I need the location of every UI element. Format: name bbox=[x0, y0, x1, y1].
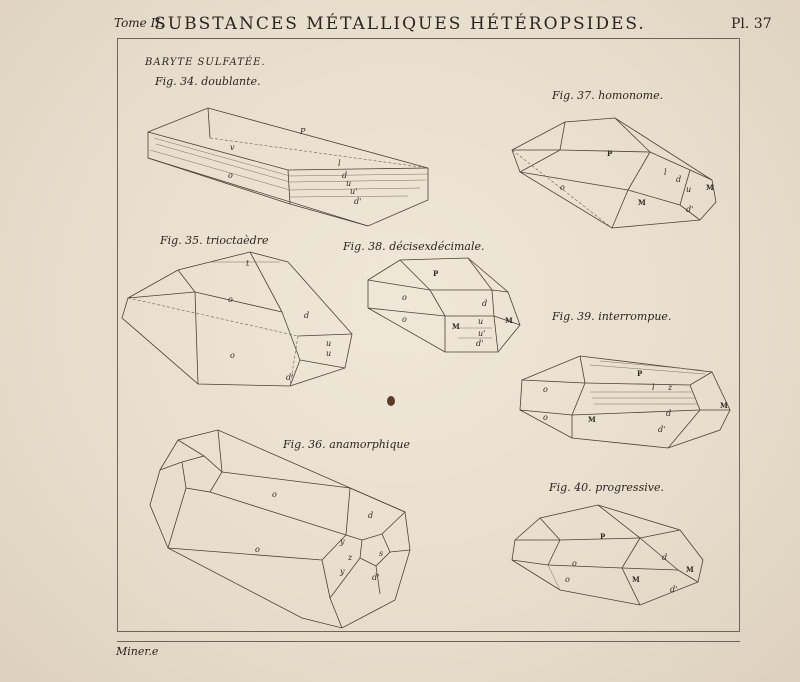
fig35-label-u: u bbox=[326, 339, 332, 348]
fig39-label-o-front: o bbox=[543, 413, 548, 422]
substance-subtitle: BARYTE SULFATÉE. bbox=[145, 57, 266, 68]
fig34-label-v: v bbox=[230, 143, 235, 152]
fig38-label-d2: d' bbox=[476, 339, 484, 348]
fig35-label-d: d bbox=[304, 311, 310, 320]
fig35-label-o-top: o bbox=[228, 295, 233, 304]
plate-number: Pl. 37 bbox=[731, 16, 772, 32]
fig36-label-y-bottom: y bbox=[340, 567, 345, 576]
fig36-label-d: d bbox=[368, 511, 374, 520]
fig36-label-o-front: o bbox=[255, 545, 260, 554]
fig35-label: Fig. 35. bbox=[160, 234, 203, 247]
fig38-label-d: d bbox=[482, 299, 488, 308]
fig40-label-P: P bbox=[600, 532, 606, 541]
fig37-label-d2: d' bbox=[686, 205, 694, 214]
fig39-label-d2: d' bbox=[658, 425, 666, 434]
fig34-crystal bbox=[148, 108, 428, 226]
fig40-label-o-top: o bbox=[572, 559, 577, 568]
fig34-label-u: u bbox=[346, 179, 352, 188]
fig39-label-M-front: M bbox=[588, 415, 596, 424]
fig36-crystal bbox=[150, 430, 410, 628]
fig35-label-d2: d' bbox=[286, 373, 294, 382]
fig34-label-u2: u' bbox=[350, 187, 358, 196]
fig37-label: Fig. 37. bbox=[552, 89, 595, 102]
fig40-label-d2: d' bbox=[670, 585, 678, 594]
fig39-name: interrompue. bbox=[598, 310, 672, 323]
fig38-label-M-side: M bbox=[505, 316, 513, 325]
fig37-label-M-side: M bbox=[706, 183, 714, 192]
fig37-crystal bbox=[512, 118, 716, 228]
fig38-label-P: P bbox=[433, 269, 439, 278]
fig38-name: décisexdécimale. bbox=[389, 240, 485, 253]
fig34-label-P: P bbox=[300, 127, 306, 136]
fig38-label-u2: u' bbox=[478, 329, 486, 338]
fig40-label-M-front: M bbox=[632, 575, 640, 584]
fig38-label-o-front: o bbox=[402, 315, 407, 324]
plate-title: SUBSTANCES MÉTALLIQUES HÉTÉROPSIDES. bbox=[154, 14, 646, 34]
fig35-label-u-lower: u bbox=[326, 349, 332, 358]
fig37-name: homonome. bbox=[598, 89, 664, 102]
fig38-label-u: u bbox=[478, 317, 484, 326]
fig35-label-o-front: o bbox=[230, 351, 235, 360]
fig38-label-o-top: o bbox=[402, 293, 407, 302]
fig36-label-s: s bbox=[379, 549, 384, 558]
fig36-label-z: z bbox=[348, 553, 353, 562]
fig39-label: Fig. 39. bbox=[552, 310, 595, 323]
fig39-label-P: P bbox=[637, 369, 643, 378]
fig37-label-u: u bbox=[686, 185, 692, 194]
fig40-label-o-front: o bbox=[565, 575, 570, 584]
fig37-label-l: l bbox=[664, 168, 667, 177]
fig40-label-M-side: M bbox=[686, 565, 694, 574]
fig34-label: Fig. 34. bbox=[155, 75, 198, 88]
fig40-crystal bbox=[512, 505, 703, 605]
fig37-label-M-front: M bbox=[638, 198, 646, 207]
fig37-label-o: o bbox=[560, 183, 565, 192]
fig39-label-o-top: o bbox=[543, 385, 548, 394]
fig36-name: anamorphique bbox=[329, 438, 410, 451]
fig39-label-d: d bbox=[666, 409, 672, 418]
fig39-label-M-side: M bbox=[720, 401, 728, 410]
volume-label: Tome II. bbox=[114, 16, 164, 30]
fig40-name: progressive. bbox=[595, 481, 664, 494]
fig36-label: Fig. 36. bbox=[283, 438, 326, 451]
fig37-label-P: P bbox=[607, 149, 613, 158]
fig40-label-d: d bbox=[662, 553, 668, 562]
fig34-name: doublante. bbox=[201, 75, 261, 88]
engraver-signature: Miner.e bbox=[116, 645, 159, 658]
fig40-label: Fig. 40. bbox=[549, 481, 592, 494]
fig36-label-y-top: y bbox=[340, 537, 345, 546]
fig36-label-o-top: o bbox=[272, 490, 277, 499]
fig37-label-d: d bbox=[676, 175, 682, 184]
fig36-label-d2: d' bbox=[372, 573, 380, 582]
fig35-crystal bbox=[122, 252, 352, 386]
fig39-label-l: l bbox=[652, 383, 655, 392]
fig35-name: trioctaèdre bbox=[206, 234, 269, 247]
fig39-crystal bbox=[520, 356, 730, 448]
fig38-label: Fig. 38. bbox=[343, 240, 386, 253]
fig34-label-d: d bbox=[342, 171, 348, 180]
fig39-label-z: z bbox=[668, 383, 673, 392]
fig35-label-t: t bbox=[246, 259, 250, 268]
fig34-label-o: o bbox=[228, 171, 233, 180]
fig38-label-M-front: M bbox=[452, 322, 460, 331]
fig34-label-l: l bbox=[338, 159, 341, 168]
fig34-label-d2: d' bbox=[354, 197, 362, 206]
fig38-crystal bbox=[368, 258, 520, 352]
